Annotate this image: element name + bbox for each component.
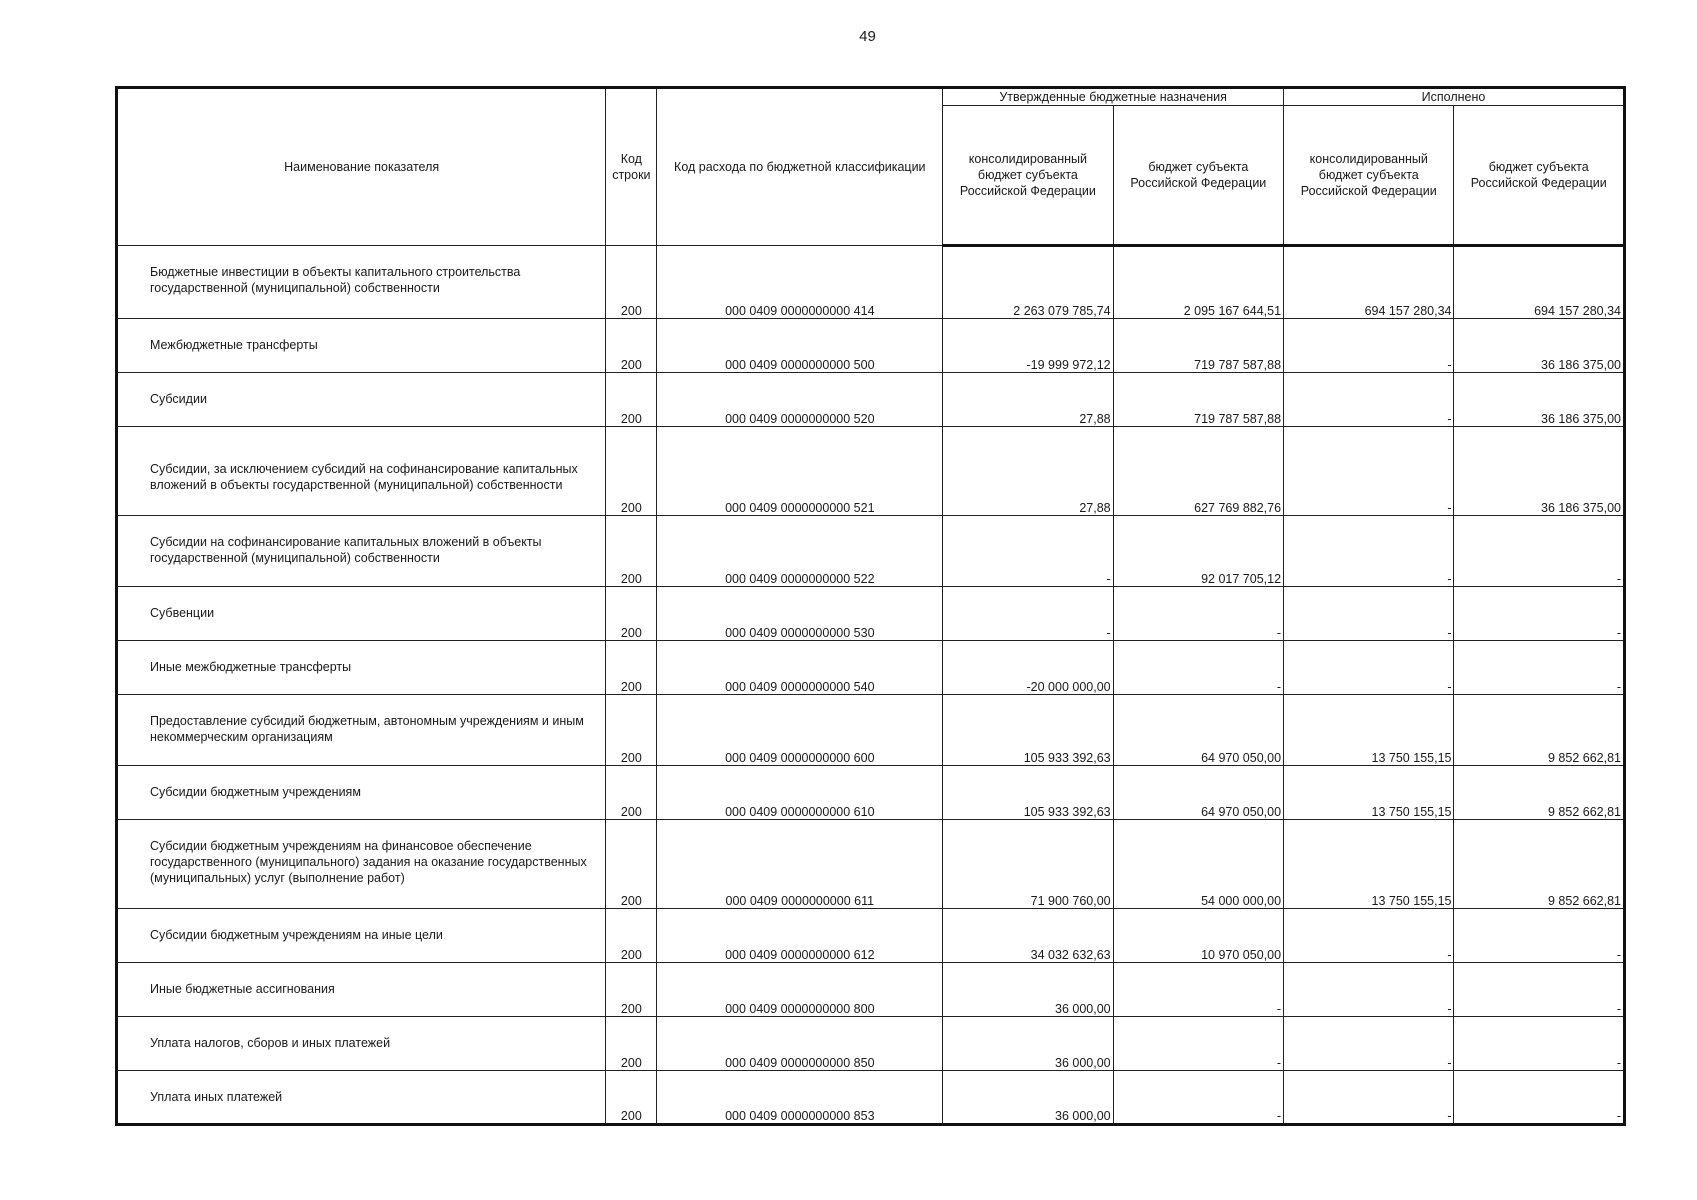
row-executed-subject: - <box>1454 516 1625 587</box>
row-kbk: 000 0409 0000000000 500 <box>657 319 943 373</box>
row-approved-subject: 10 970 050,00 <box>1113 909 1283 963</box>
row-kbk: 000 0409 0000000000 800 <box>657 963 943 1017</box>
row-kbk: 000 0409 0000000000 540 <box>657 641 943 695</box>
row-approved-consolidated: 2 263 079 785,74 <box>943 246 1113 319</box>
row-approved-consolidated: 34 032 632,63 <box>943 909 1113 963</box>
row-executed-consolidated: - <box>1284 319 1454 373</box>
row-name: Субсидии <box>117 373 606 427</box>
header-approved-consolidated: консолидированный бюджет субъекта Российской Федерации <box>943 106 1113 246</box>
header-executed: Исполнено <box>1284 88 1625 106</box>
table-row <box>117 516 1625 587</box>
row-name: Иные межбюджетные трансферты <box>117 641 606 695</box>
row-approved-consolidated: 71 900 760,00 <box>943 820 1113 909</box>
row-code: 200 <box>606 1017 657 1071</box>
row-name: Субвенции <box>117 587 606 641</box>
row-code: 200 <box>606 909 657 963</box>
row-executed-subject: 36 186 375,00 <box>1454 427 1625 516</box>
header-kbk: Код расхода по бюджетной классификации <box>657 88 943 246</box>
row-executed-subject: - <box>1454 587 1625 641</box>
table-row <box>117 427 1625 516</box>
row-kbk: 000 0409 0000000000 600 <box>657 695 943 766</box>
row-name: Субсидии, за исключением субсидий на софинансирование капитальных вложений в объекты государственной (муниципальной) собственности <box>117 427 606 516</box>
row-executed-subject: 9 852 662,81 <box>1454 695 1625 766</box>
row-executed-consolidated: 13 750 155,15 <box>1284 695 1454 766</box>
row-approved-subject: 627 769 882,76 <box>1113 427 1283 516</box>
row-executed-consolidated: - <box>1284 587 1454 641</box>
row-name: Субсидии на софинансирование капитальных вложений в объекты государственной (муниципальной) собственности <box>117 516 606 587</box>
row-approved-subject: 719 787 587,88 <box>1113 373 1283 427</box>
header-row-code: Код строки <box>606 88 657 246</box>
row-approved-subject: 64 970 050,00 <box>1113 695 1283 766</box>
row-approved-subject: 92 017 705,12 <box>1113 516 1283 587</box>
table-row <box>117 246 1625 319</box>
table-row <box>117 820 1625 909</box>
row-kbk: 000 0409 0000000000 853 <box>657 1071 943 1125</box>
row-executed-consolidated: 694 157 280,34 <box>1284 246 1454 319</box>
row-kbk: 000 0409 0000000000 610 <box>657 766 943 820</box>
row-approved-consolidated: 36 000,00 <box>943 1017 1113 1071</box>
row-name: Предоставление субсидий бюджетным, автономным учреждениям и иным некоммерческим организациям <box>117 695 606 766</box>
row-executed-consolidated: - <box>1284 963 1454 1017</box>
row-code: 200 <box>606 427 657 516</box>
row-kbk: 000 0409 0000000000 850 <box>657 1017 943 1071</box>
row-executed-subject: - <box>1454 963 1625 1017</box>
header-executed-subject: бюджет субъекта Российской Федерации <box>1454 106 1625 246</box>
row-approved-subject: - <box>1113 1071 1283 1125</box>
row-approved-subject: 54 000 000,00 <box>1113 820 1283 909</box>
row-kbk: 000 0409 0000000000 612 <box>657 909 943 963</box>
row-code: 200 <box>606 1071 657 1125</box>
table-row <box>117 1071 1625 1125</box>
row-kbk: 000 0409 0000000000 530 <box>657 587 943 641</box>
row-name: Межбюджетные трансферты <box>117 319 606 373</box>
row-approved-consolidated: 105 933 392,63 <box>943 766 1113 820</box>
row-approved-subject: 2 095 167 644,51 <box>1113 246 1283 319</box>
row-code: 200 <box>606 319 657 373</box>
row-executed-consolidated: - <box>1284 909 1454 963</box>
row-code: 200 <box>606 516 657 587</box>
row-kbk: 000 0409 0000000000 522 <box>657 516 943 587</box>
row-executed-subject: 9 852 662,81 <box>1454 766 1625 820</box>
row-kbk: 000 0409 0000000000 611 <box>657 820 943 909</box>
budget-execution-table <box>115 86 1626 1126</box>
row-executed-consolidated: - <box>1284 641 1454 695</box>
table-row <box>117 641 1625 695</box>
row-approved-consolidated: - <box>943 516 1113 587</box>
header-approved: Утвержденные бюджетные назначения <box>943 88 1284 106</box>
row-name: Субсидии бюджетным учреждениям на финансовое обеспечение государственного (муниципального) задания на оказание государственных (муниципальных) услуг (выполнение работ) <box>117 820 606 909</box>
table-row <box>117 587 1625 641</box>
row-executed-subject: 36 186 375,00 <box>1454 319 1625 373</box>
row-code: 200 <box>606 766 657 820</box>
row-kbk: 000 0409 0000000000 414 <box>657 246 943 319</box>
row-executed-subject: - <box>1454 909 1625 963</box>
row-approved-consolidated: -19 999 972,12 <box>943 319 1113 373</box>
row-name: Субсидии бюджетным учреждениям на иные цели <box>117 909 606 963</box>
row-executed-consolidated: 13 750 155,15 <box>1284 820 1454 909</box>
row-approved-consolidated: -20 000 000,00 <box>943 641 1113 695</box>
row-approved-consolidated: 36 000,00 <box>943 963 1113 1017</box>
table-row <box>117 766 1625 820</box>
row-name: Уплата налогов, сборов и иных платежей <box>117 1017 606 1071</box>
row-kbk: 000 0409 0000000000 521 <box>657 427 943 516</box>
table-row <box>117 319 1625 373</box>
row-executed-consolidated: - <box>1284 1017 1454 1071</box>
table-row <box>117 373 1625 427</box>
row-executed-consolidated: - <box>1284 427 1454 516</box>
row-executed-subject: - <box>1454 641 1625 695</box>
row-executed-subject: 36 186 375,00 <box>1454 373 1625 427</box>
row-name: Бюджетные инвестиции в объекты капитального строительства государственной (муниципальной) собственности <box>117 246 606 319</box>
table-row <box>117 909 1625 963</box>
row-code: 200 <box>606 587 657 641</box>
row-code: 200 <box>606 641 657 695</box>
row-name: Уплата иных платежей <box>117 1071 606 1125</box>
row-approved-consolidated: 36 000,00 <box>943 1071 1113 1125</box>
row-approved-subject: - <box>1113 963 1283 1017</box>
row-executed-consolidated: - <box>1284 1071 1454 1125</box>
header-executed-consolidated: консолидированный бюджет субъекта Российской Федерации <box>1284 106 1454 246</box>
table-row <box>117 963 1625 1017</box>
row-code: 200 <box>606 963 657 1017</box>
header-name: Наименование показателя <box>117 88 606 246</box>
row-executed-subject: - <box>1454 1071 1625 1125</box>
row-executed-consolidated: - <box>1284 516 1454 587</box>
table-row <box>117 695 1625 766</box>
row-kbk: 000 0409 0000000000 520 <box>657 373 943 427</box>
row-code: 200 <box>606 246 657 319</box>
row-approved-consolidated: 27,88 <box>943 373 1113 427</box>
row-approved-consolidated: - <box>943 587 1113 641</box>
row-executed-consolidated: - <box>1284 373 1454 427</box>
row-name: Субсидии бюджетным учреждениям <box>117 766 606 820</box>
row-approved-consolidated: 27,88 <box>943 427 1113 516</box>
row-executed-consolidated: 13 750 155,15 <box>1284 766 1454 820</box>
row-approved-subject: - <box>1113 641 1283 695</box>
row-code: 200 <box>606 373 657 427</box>
row-approved-consolidated: 105 933 392,63 <box>943 695 1113 766</box>
row-approved-subject: - <box>1113 587 1283 641</box>
row-name: Иные бюджетные ассигнования <box>117 963 606 1017</box>
row-code: 200 <box>606 695 657 766</box>
row-approved-subject: 719 787 587,88 <box>1113 319 1283 373</box>
row-approved-subject: 64 970 050,00 <box>1113 766 1283 820</box>
row-executed-subject: 9 852 662,81 <box>1454 820 1625 909</box>
row-approved-subject: - <box>1113 1017 1283 1071</box>
row-code: 200 <box>606 820 657 909</box>
row-executed-subject: 694 157 280,34 <box>1454 246 1625 319</box>
table-row <box>117 1017 1625 1071</box>
row-executed-subject: - <box>1454 1017 1625 1071</box>
header-approved-subject: бюджет субъекта Российской Федерации <box>1113 106 1283 246</box>
page-number: 49 <box>859 28 876 45</box>
